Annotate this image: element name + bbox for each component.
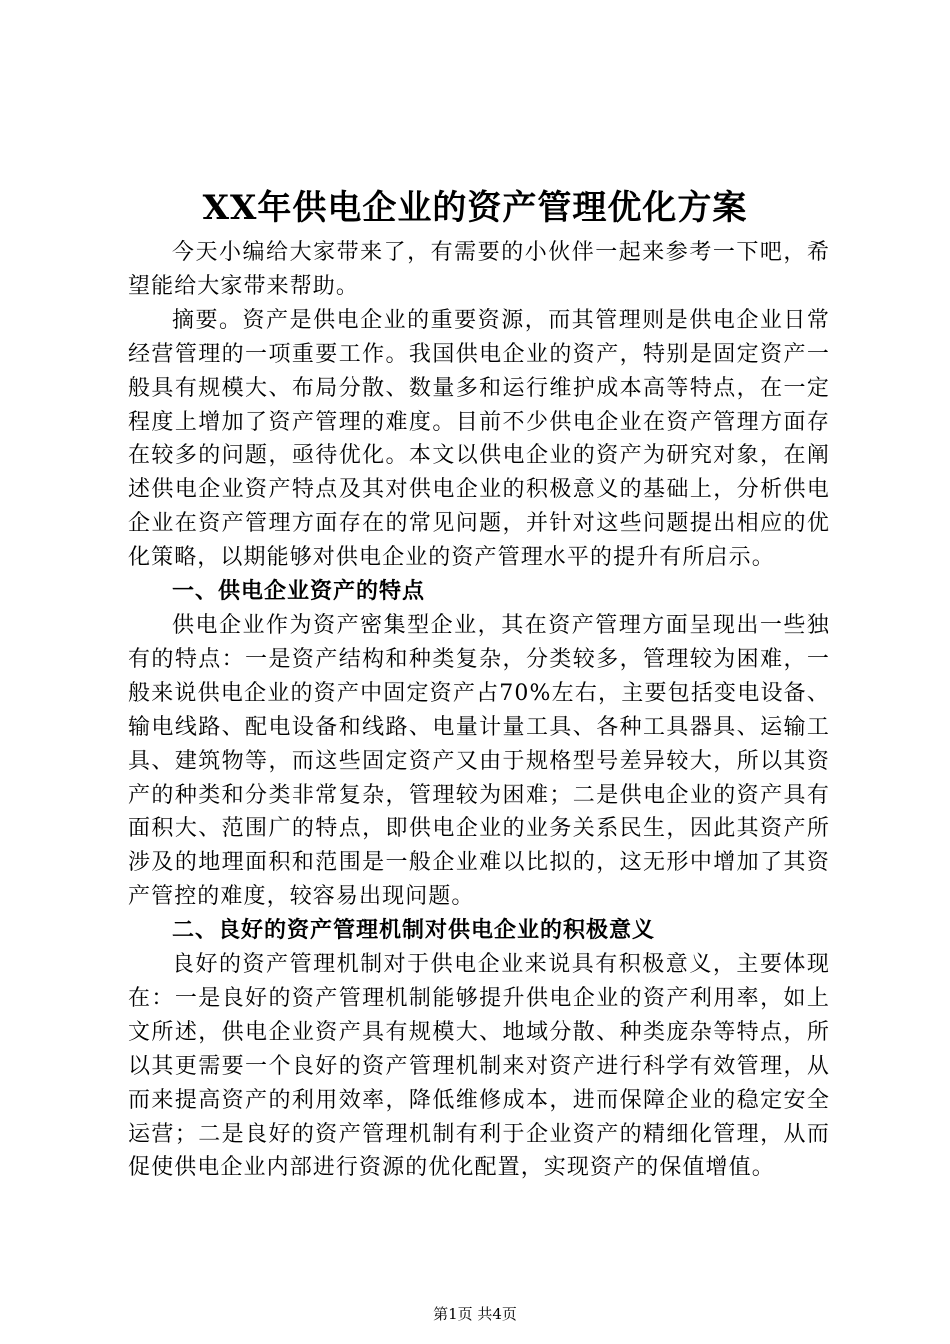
- section-2-paragraph: 良好的资产管理机制对于供电企业来说具有积极意义，主要体现在：一是良好的资产管理机制能够提升供电企业的资产利用率，如上文所述，供电企业资产具有规模大、地域分散、种类庞杂等特点，所以其更需要一个良好的资产管理机制来对资产进行科学有效管理，从而来提高资产的利用效率，降低维修成本，进而保障企业的稳定安全运营；二是良好的资产管理机制有利于企业资产的精细化管理，从而促使供电企业内部进行资源的优化配置，实现资产的保值增值。: [128, 952, 830, 1181]
- section-heading-1: 一、供电企业资产的特点: [172, 579, 426, 605]
- section-1-paragraph: 供电企业作为资产密集型企业，其在资产管理方面呈现出一些独有的特点：一是资产结构和种类复杂，分类较多，管理较为困难，一般来说供电企业的资产中固定资产占70%左右，主要包括变电设备、输电线路、配电设备和线路、电量计量工具、各种工具器具、运输工具、建筑物等，而这些固定资产又由于规格型号差异较大，所以其资产的种类和分类非常复杂，管理较为困难；二是供电企业的资产具有面积大、范围广的特点，即供电企业的业务关系民生，因此其资产所涉及的地理面积和范围是一般企业难以比拟的，这无形中增加了其资产管控的难度，较容易出现问题。: [128, 612, 830, 910]
- document-title: XX年供电企业的资产管理优化方案: [202, 188, 748, 228]
- intro-paragraph: 今天小编给大家带来了，有需要的小伙伴一起来参考一下吧，希望能给大家带来帮助。: [128, 240, 830, 299]
- section-heading-2: 二、良好的资产管理机制对供电企业的积极意义: [172, 918, 656, 944]
- document-body: [128, 236, 830, 1185]
- page-number-footer: 第1页 共4页: [433, 1305, 517, 1323]
- abstract-paragraph: 摘要。资产是供电企业的重要资源，而其管理则是供电企业日常经营管理的一项重要工作。我国供电企业的资产，特别是固定资产一般具有规模大、布局分散、数量多和运行维护成本高等特点，在一定程度上增加了资产管理的难度。目前不少供电企业在资产管理方面存在较多的问题，亟待优化。本文以供电企业的资产为研究对象，在阐述供电企业资产特点及其对供电企业的积极意义的基础上，分析供电企业在资产管理方面存在的常见问题，并针对这些问题提出相应的优化策略，以期能够对供电企业的资产管理水平的提升有所启示。: [128, 307, 830, 571]
